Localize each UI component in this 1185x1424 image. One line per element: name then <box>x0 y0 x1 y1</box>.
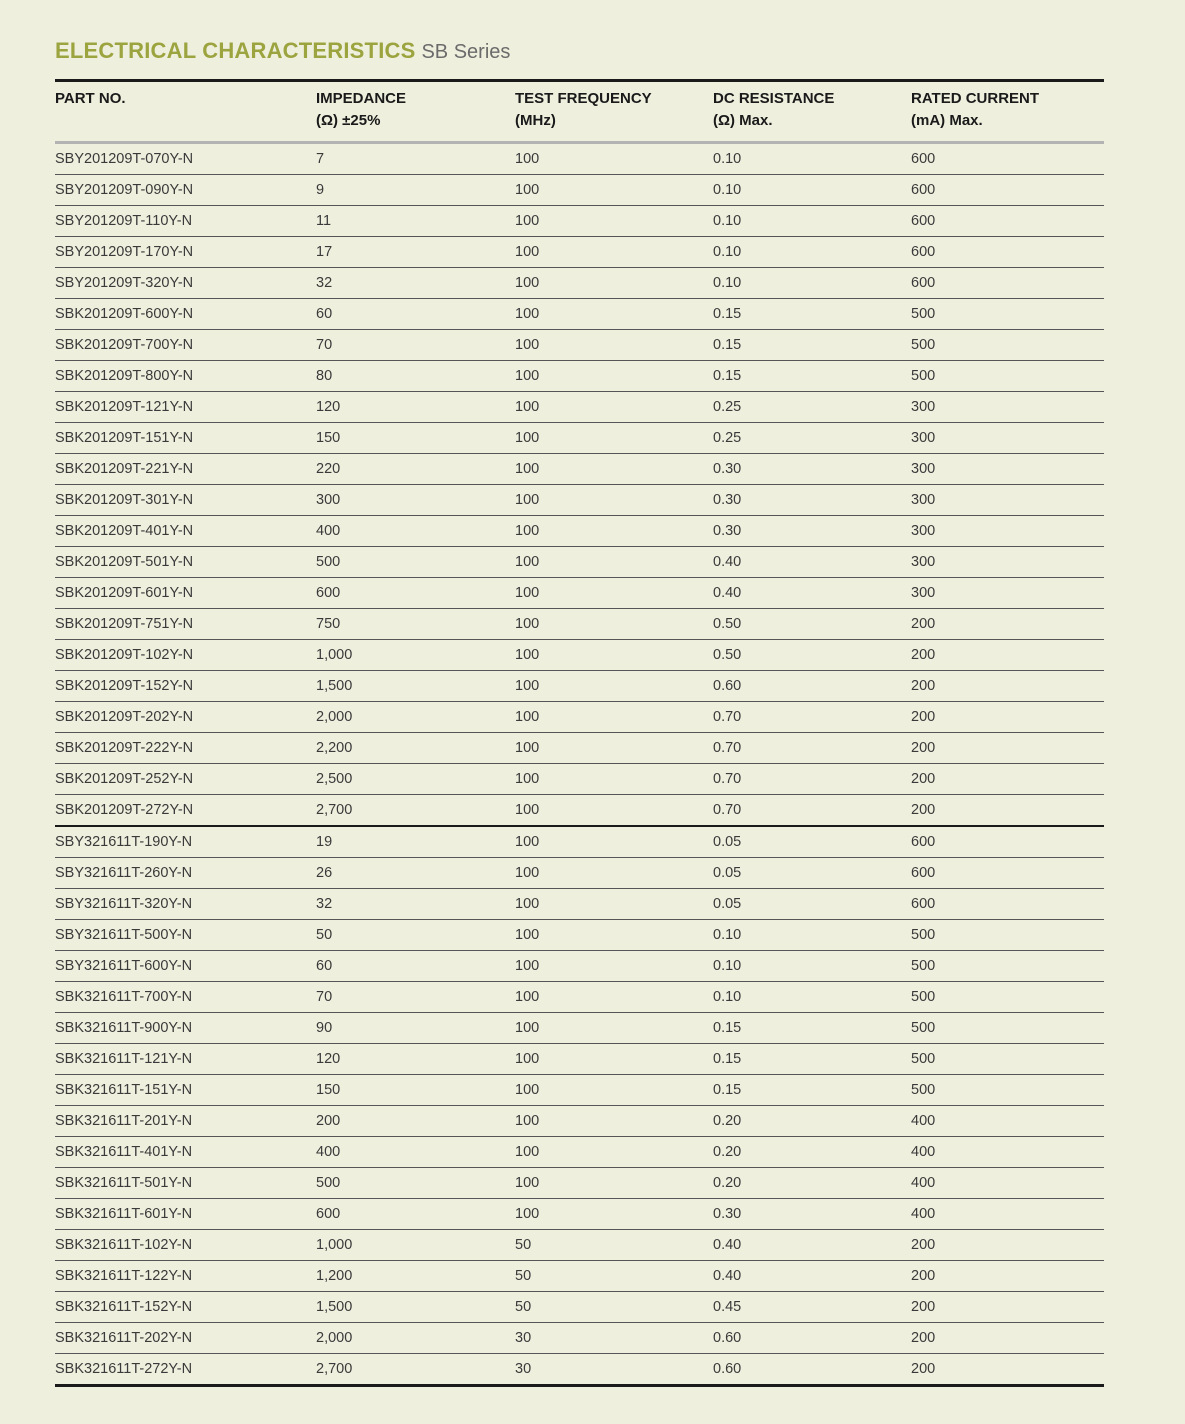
cell-test-frequency: 100 <box>515 206 713 237</box>
cell-test-frequency: 100 <box>515 175 713 206</box>
cell-impedance: 2,000 <box>316 1323 515 1354</box>
cell-dc-resistance: 0.60 <box>713 671 911 702</box>
cell-rated-current: 300 <box>911 392 1104 423</box>
table-row <box>55 1013 1104 1044</box>
cell-rated-current: 300 <box>911 578 1104 609</box>
cell-part-no: SBK201209T-800Y-N <box>55 361 316 392</box>
cell-dc-resistance: 0.15 <box>713 1013 911 1044</box>
cell-part-no: SBK201209T-152Y-N <box>55 671 316 702</box>
cell-rated-current: 200 <box>911 1361 936 1377</box>
cell-test-frequency: 100 <box>515 671 713 702</box>
cell-impedance: 500 <box>316 547 515 578</box>
cell-impedance: 300 <box>316 485 515 516</box>
cell-test-frequency: 100 <box>515 361 713 392</box>
header-part-no <box>55 81 316 143</box>
cell-part-no: SBY321611T-320Y-N <box>55 889 316 920</box>
cell-test-frequency: 100 <box>515 1106 713 1137</box>
cell-part-no: SBK201209T-252Y-N <box>55 764 316 795</box>
cell-part-no: SBY201209T-110Y-N <box>55 206 316 237</box>
cell-impedance: 26 <box>316 858 515 889</box>
table-row <box>55 268 1104 299</box>
cell-test-frequency: 100 <box>515 951 713 982</box>
cell-test-frequency: 100 <box>515 454 713 485</box>
cell-rated-current: 400 <box>911 1106 1104 1137</box>
cell-rated-current: 600 <box>911 826 1104 858</box>
cell-impedance: 2,700 <box>316 1354 515 1386</box>
table-row <box>55 361 1104 392</box>
cell-part-no: SBK201209T-751Y-N <box>55 609 316 640</box>
cell-dc-resistance: 0.10 <box>713 951 911 982</box>
header-line1: IMPEDANCE <box>316 90 407 107</box>
cell-dc-resistance: 0.70 <box>713 764 911 795</box>
cell-part-no: SBY201209T-070Y-N <box>55 143 316 175</box>
cell-part-no: SBY321611T-600Y-N <box>55 951 316 982</box>
cell-impedance: 17 <box>316 237 515 268</box>
cell-test-frequency: 100 <box>515 1199 713 1230</box>
cell-dc-resistance: 0.30 <box>713 516 911 547</box>
cell-dc-resistance: 0.25 <box>713 423 911 454</box>
cell-test-frequency: 100 <box>515 578 713 609</box>
cell-rated-current: 300 <box>911 516 1104 547</box>
cell-test-frequency: 100 <box>515 609 713 640</box>
table-row <box>55 1168 1104 1199</box>
cell-dc-resistance: 0.50 <box>713 640 911 671</box>
cell-impedance: 600 <box>316 1199 515 1230</box>
title-main: ELECTRICAL CHARACTERISTICS <box>55 38 416 63</box>
cell-rated-current: 500 <box>911 299 1104 330</box>
cell-test-frequency: 100 <box>515 547 713 578</box>
cell-dc-resistance: 0.15 <box>713 361 911 392</box>
cell-part-no: SBK201209T-501Y-N <box>55 547 316 578</box>
cell-part-no: SBK321611T-900Y-N <box>55 1013 316 1044</box>
cell-part-no: SBK321611T-272Y-N <box>55 1354 316 1386</box>
header-line2: (Ω) Max. <box>713 112 773 129</box>
cell-dc-resistance: 0.20 <box>713 1168 911 1199</box>
cell-impedance: 7 <box>316 143 515 175</box>
table-row <box>55 206 1104 237</box>
table-row <box>55 609 1104 640</box>
cell-rated-current: 200 <box>911 795 1104 827</box>
table-row <box>55 764 1104 795</box>
cell-dc-resistance: 0.15 <box>713 330 911 361</box>
cell-impedance: 200 <box>316 1106 515 1137</box>
cell-rated-current: 500 <box>911 1044 1104 1075</box>
cell-dc-resistance: 0.40 <box>713 1230 911 1261</box>
cell-test-frequency: 100 <box>515 1013 713 1044</box>
header-line2: (mA) Max. <box>911 112 983 129</box>
cell-dc-resistance: 0.10 <box>713 206 911 237</box>
cell-dc-resistance: 0.25 <box>713 392 911 423</box>
cell-dc-resistance: 0.05 <box>713 889 911 920</box>
cell-dc-resistance: 0.40 <box>713 547 911 578</box>
cell-part-no: SBK321611T-501Y-N <box>55 1168 316 1199</box>
header-line1: PART NO. <box>55 90 126 107</box>
cell-impedance: 60 <box>316 951 515 982</box>
cell-impedance: 600 <box>316 578 515 609</box>
cell-test-frequency: 100 <box>515 826 713 858</box>
title-series: SB Series <box>421 41 511 63</box>
cell-impedance: 2,200 <box>316 733 515 764</box>
table-row <box>55 485 1104 516</box>
cell-impedance: 80 <box>316 361 515 392</box>
cell-dc-resistance: 0.40 <box>713 1261 911 1292</box>
cell-rated-current: 400 <box>911 1137 1104 1168</box>
cell-rated-current: 600 <box>911 268 1104 299</box>
cell-dc-resistance: 0.20 <box>713 1106 911 1137</box>
cell-dc-resistance: 0.10 <box>713 268 911 299</box>
cell-rated-current: 600 <box>911 206 1104 237</box>
cell-part-no: SBK321611T-151Y-N <box>55 1075 316 1106</box>
cell-dc-resistance: 0.50 <box>713 609 911 640</box>
page <box>55 36 1104 1377</box>
table-row <box>55 858 1104 889</box>
cell-test-frequency: 100 <box>515 764 713 795</box>
cell-test-frequency: 100 <box>515 299 713 330</box>
cell-impedance: 150 <box>316 1075 515 1106</box>
table-row <box>55 1230 1104 1261</box>
table-row <box>55 299 1104 330</box>
table-row <box>55 423 1104 454</box>
cell-rated-current: 600 <box>911 237 1104 268</box>
table-row <box>55 640 1104 671</box>
cell-rated-current: 600 <box>911 889 1104 920</box>
cell-impedance: 120 <box>316 392 515 423</box>
table-row <box>55 516 1104 547</box>
cell-part-no: SBY201209T-170Y-N <box>55 237 316 268</box>
cell-test-frequency: 100 <box>515 889 713 920</box>
header-line1: TEST FREQUENCY <box>515 90 652 107</box>
cell-impedance: 220 <box>316 454 515 485</box>
cell-rated-current: 300 <box>911 423 1104 454</box>
cell-dc-resistance: 0.45 <box>713 1292 911 1323</box>
cell-test-frequency: 100 <box>515 516 713 547</box>
cell-test-frequency: 30 <box>515 1354 713 1386</box>
cell-dc-resistance: 0.15 <box>713 1075 911 1106</box>
cell-rated-current: 400 <box>911 1199 1104 1230</box>
cell-impedance: 500 <box>316 1168 515 1199</box>
cell-part-no: SBK201209T-102Y-N <box>55 640 316 671</box>
table-row <box>55 826 1104 858</box>
cell-impedance: 2,500 <box>316 764 515 795</box>
header-line2: (MHz) <box>515 112 556 129</box>
header-impedance <box>316 81 515 143</box>
cell-impedance: 400 <box>316 1137 515 1168</box>
cell-dc-resistance: 0.10 <box>713 982 911 1013</box>
cell-dc-resistance: 0.10 <box>713 175 911 206</box>
cell-dc-resistance: 0.30 <box>713 454 911 485</box>
cell-rated-current: 200 <box>911 1230 1104 1261</box>
cell-part-no: SBK201209T-401Y-N <box>55 516 316 547</box>
cell-dc-resistance: 0.15 <box>713 299 911 330</box>
cell-test-frequency: 100 <box>515 702 713 733</box>
table-row <box>55 1199 1104 1230</box>
cell-part-no: SBK321611T-102Y-N <box>55 1230 316 1261</box>
cell-rated-current: 200 <box>911 1292 1104 1323</box>
table-row <box>55 733 1104 764</box>
cell-part-no: SBK201209T-121Y-N <box>55 392 316 423</box>
table-row <box>55 951 1104 982</box>
cell-rated-current: 500 <box>911 1013 1104 1044</box>
cell-rated-current: 200 <box>911 1261 1104 1292</box>
electrical-characteristics-table <box>55 79 1104 1387</box>
cell-test-frequency: 100 <box>515 330 713 361</box>
cell-impedance: 400 <box>316 516 515 547</box>
cell-dc-resistance: 0.40 <box>713 578 911 609</box>
cell-impedance: 1,000 <box>316 1230 515 1261</box>
cell-test-frequency: 100 <box>515 268 713 299</box>
cell-dc-resistance: 0.05 <box>713 826 911 858</box>
cell-test-frequency: 100 <box>515 733 713 764</box>
cell-impedance: 1,000 <box>316 640 515 671</box>
cell-rated-current: 200 <box>911 640 1104 671</box>
cell-test-frequency: 50 <box>515 1261 713 1292</box>
cell-test-frequency: 100 <box>515 1168 713 1199</box>
table-row <box>55 795 1104 827</box>
table-row <box>55 702 1104 733</box>
cell-impedance: 2,000 <box>316 702 515 733</box>
cell-impedance: 70 <box>316 330 515 361</box>
cell-dc-resistance: 0.70 <box>713 702 911 733</box>
cell-rated-current: 300 <box>911 454 1104 485</box>
header-line1: DC RESISTANCE <box>713 90 835 107</box>
cell-impedance: 1,200 <box>316 1261 515 1292</box>
cell-rated-current: 500 <box>911 1075 1104 1106</box>
cell-part-no: SBY201209T-320Y-N <box>55 268 316 299</box>
cell-part-no: SBK201209T-272Y-N <box>55 795 316 827</box>
header-line1: RATED CURRENT <box>911 90 1040 107</box>
table-row <box>55 175 1104 206</box>
cell-part-no: SBK321611T-121Y-N <box>55 1044 316 1075</box>
cell-test-frequency: 100 <box>515 640 713 671</box>
cell-part-no: SBK201209T-600Y-N <box>55 299 316 330</box>
table-row <box>55 237 1104 268</box>
table-row <box>55 143 1104 175</box>
cell-rated-current: 500 <box>911 951 1104 982</box>
cell-dc-resistance: 0.30 <box>713 485 911 516</box>
table-row <box>55 578 1104 609</box>
table-row <box>55 547 1104 578</box>
table-row <box>55 454 1104 485</box>
table-header-row <box>55 81 1104 143</box>
table-row <box>55 671 1104 702</box>
header-rated-current <box>911 81 1104 143</box>
cell-rated-current: 200 <box>911 733 1104 764</box>
header-dc-resistance <box>713 81 911 143</box>
cell-dc-resistance: 0.70 <box>713 795 911 827</box>
cell-impedance: 90 <box>316 1013 515 1044</box>
table-row <box>55 889 1104 920</box>
cell-test-frequency: 100 <box>515 1075 713 1106</box>
cell-dc-resistance: 0.05 <box>713 858 911 889</box>
cell-impedance: 9 <box>316 175 515 206</box>
cell-dc-resistance: 0.60 <box>713 1354 911 1386</box>
cell-part-no: SBK201209T-221Y-N <box>55 454 316 485</box>
cell-test-frequency: 30 <box>515 1323 713 1354</box>
cell-rated-current: 200 <box>911 764 1104 795</box>
cell-test-frequency: 100 <box>515 795 713 827</box>
cell-impedance: 1,500 <box>316 671 515 702</box>
cell-dc-resistance: 0.15 <box>713 1044 911 1075</box>
cell-rated-current: 300 <box>911 485 1104 516</box>
cell-impedance: 1,500 <box>316 1292 515 1323</box>
cell-rated-current: 500 <box>911 330 1104 361</box>
cell-rated-current: 200 <box>911 609 1104 640</box>
cell-impedance: 2,700 <box>316 795 515 827</box>
page-title <box>55 36 1104 66</box>
cell-test-frequency: 100 <box>515 1137 713 1168</box>
cell-dc-resistance: 0.10 <box>713 237 911 268</box>
cell-rated-current: 200 <box>911 702 1104 733</box>
cell-test-frequency: 100 <box>515 858 713 889</box>
cell-rated-current: 200 <box>911 671 1104 702</box>
table-row <box>55 1261 1104 1292</box>
table-row <box>55 330 1104 361</box>
cell-impedance: 50 <box>316 920 515 951</box>
cell-part-no: SBK201209T-222Y-N <box>55 733 316 764</box>
cell-rated-current: 200 <box>911 1323 1104 1354</box>
table-body <box>55 143 1104 1386</box>
cell-impedance: 32 <box>316 889 515 920</box>
cell-part-no: SBK321611T-601Y-N <box>55 1199 316 1230</box>
table-row <box>55 920 1104 951</box>
cell-test-frequency: 50 <box>515 1292 713 1323</box>
header-line2: (Ω) ±25% <box>316 112 381 129</box>
cell-rated-current: 500 <box>911 361 1104 392</box>
table-row <box>55 1323 1104 1354</box>
cell-part-no: SBY321611T-500Y-N <box>55 920 316 951</box>
table-row <box>55 1292 1104 1323</box>
header-test-frequency <box>515 81 713 143</box>
cell-rated-current: 600 <box>911 143 1104 175</box>
cell-part-no: SBK201209T-700Y-N <box>55 330 316 361</box>
table-row <box>55 982 1104 1013</box>
cell-test-frequency: 100 <box>515 982 713 1013</box>
cell-dc-resistance: 0.10 <box>713 143 911 175</box>
cell-dc-resistance: 0.60 <box>713 1323 911 1354</box>
cell-part-no: SBY321611T-260Y-N <box>55 858 316 889</box>
cell-impedance: 19 <box>316 826 515 858</box>
cell-impedance: 60 <box>316 299 515 330</box>
cell-part-no: SBK321611T-122Y-N <box>55 1261 316 1292</box>
cell-part-no: SBK201209T-601Y-N <box>55 578 316 609</box>
table-row <box>55 1075 1104 1106</box>
cell-dc-resistance: 0.30 <box>713 1199 911 1230</box>
cell-part-no: SBY321611T-190Y-N <box>55 826 316 858</box>
table-row <box>55 1354 1104 1386</box>
cell-dc-resistance: 0.70 <box>713 733 911 764</box>
cell-rated-current: 500 <box>911 982 1104 1013</box>
cell-rated-current: 600 <box>911 175 1104 206</box>
cell-impedance: 70 <box>316 982 515 1013</box>
table-row <box>55 392 1104 423</box>
cell-rated-current: 600 <box>911 858 1104 889</box>
cell-part-no: SBK321611T-401Y-N <box>55 1137 316 1168</box>
cell-part-no: SBY201209T-090Y-N <box>55 175 316 206</box>
cell-dc-resistance: 0.10 <box>713 920 911 951</box>
cell-impedance: 32 <box>316 268 515 299</box>
cell-test-frequency: 100 <box>515 920 713 951</box>
cell-test-frequency: 100 <box>515 143 713 175</box>
cell-dc-resistance: 0.20 <box>713 1137 911 1168</box>
cell-test-frequency: 100 <box>515 1044 713 1075</box>
cell-test-frequency: 100 <box>515 392 713 423</box>
cell-impedance: 750 <box>316 609 515 640</box>
table-row <box>55 1106 1104 1137</box>
cell-impedance: 150 <box>316 423 515 454</box>
cell-test-frequency: 50 <box>515 1230 713 1261</box>
cell-part-no: SBK201209T-202Y-N <box>55 702 316 733</box>
cell-part-no: SBK321611T-152Y-N <box>55 1292 316 1323</box>
cell-test-frequency: 100 <box>515 485 713 516</box>
cell-part-no: SBK201209T-151Y-N <box>55 423 316 454</box>
cell-impedance: 120 <box>316 1044 515 1075</box>
table-row <box>55 1137 1104 1168</box>
cell-part-no: SBK321611T-201Y-N <box>55 1106 316 1137</box>
cell-part-no: SBK321611T-202Y-N <box>55 1323 316 1354</box>
cell-test-frequency: 100 <box>515 237 713 268</box>
cell-impedance: 11 <box>316 206 515 237</box>
table-row <box>55 1044 1104 1075</box>
cell-rated-current: 500 <box>911 920 1104 951</box>
cell-rated-current: 400 <box>911 1168 1104 1199</box>
cell-part-no: SBK321611T-700Y-N <box>55 982 316 1013</box>
cell-test-frequency: 100 <box>515 423 713 454</box>
cell-rated-current: 300 <box>911 547 1104 578</box>
cell-part-no: SBK201209T-301Y-N <box>55 485 316 516</box>
